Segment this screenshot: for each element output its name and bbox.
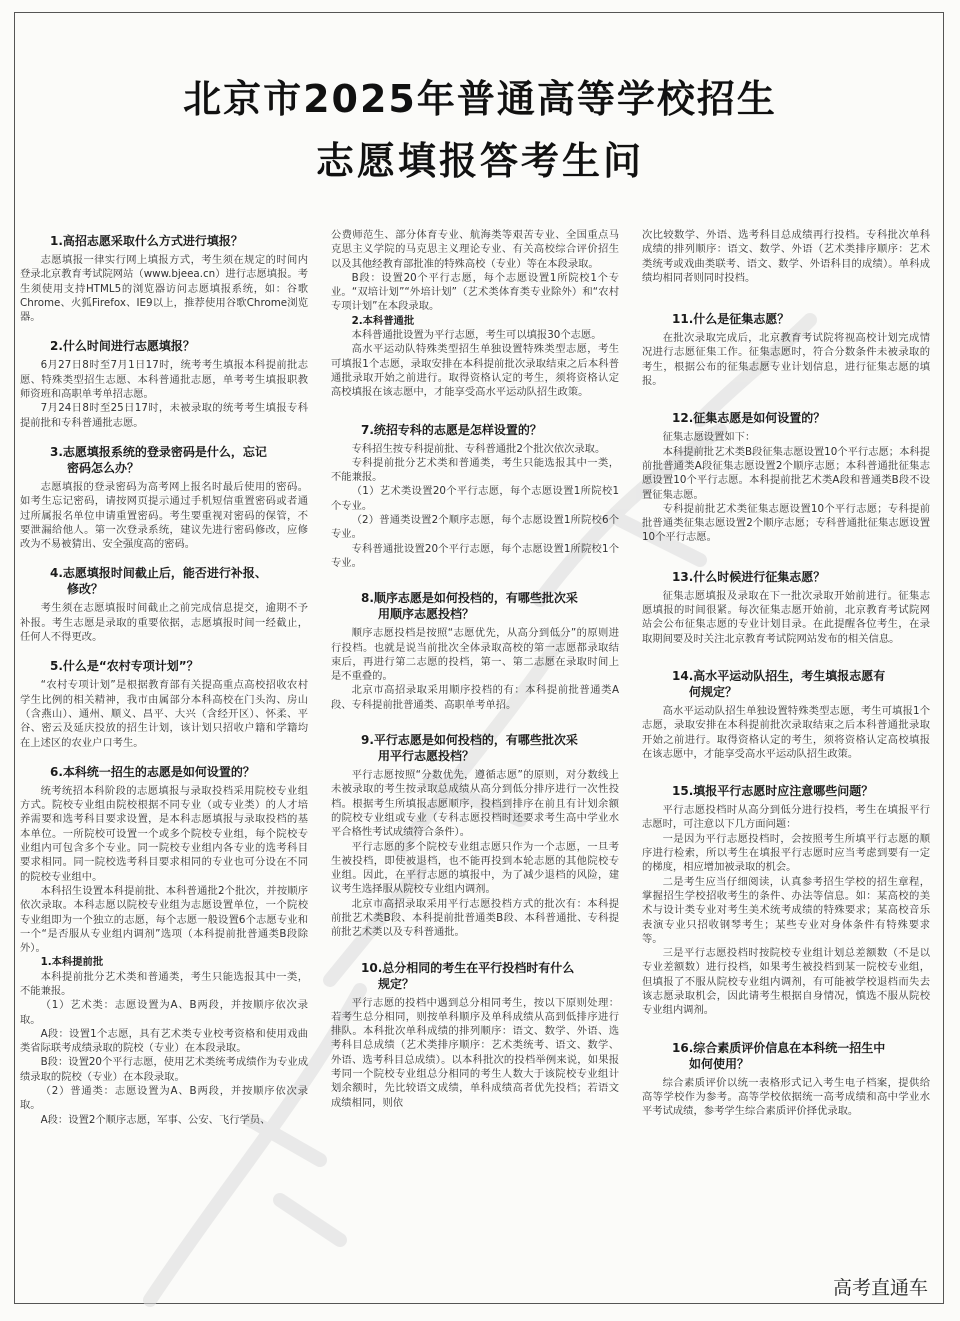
question-1-answer: 志愿填报一律实行网上填报方式，考生须在规定的时间内登录北京教育考试院网站（www.bjeea.cn）进行志愿填报。考生须使用支持HTML5的浏览器访问志愿填报系统，如：谷歌Chrome、火狐Firefox、IE9以上，推荐使用谷歌Chrome浏览器。: [20, 254, 308, 324]
question-10-title-line-1: 10.总分相同的考生在平行投档时有什么: [361, 960, 575, 975]
question-8-title-line-1: 8.顺序志愿是如何投档的，有哪些批次采: [361, 591, 578, 606]
question-16-answer: 综合素质评价以统一表格形式记入考生电子档案，提供给高等学校作为参考。高等学校依据统一高考成绩和高中学业水平考试成绩，参考学生综合素质评价择优录取。: [642, 1076, 930, 1118]
question-7-answer-5: 专科普通批设置20个平行志愿，每个志愿设置1所院校1个专业。: [331, 542, 619, 569]
question-14-answer: 高水平运动队招生单独设置特殊类型志愿，考生可填报1个志愿，录取安排在本科提前批次录取结束之后本科普通批录取开始之前进行。取得资格认定的考生，须将资格认定高校填报在该志愿中，才能享受高水平运动队招生政策。: [642, 704, 930, 760]
question-10: [331, 960, 619, 1110]
question-11-title: 11.什么是征集志愿？: [672, 312, 790, 327]
question-10-answer: 平行志愿的投档中遇到总分相同考生，按以下原则处理：若考生总分相同，则按单科顺序及单科成绩从高到低排序进行排队。本科批次单科成绩的排列顺序：语文、数学、外语、选考科目总成绩（艺术类排序顺序：艺术类统考、语文、数学、外语、选考科目总成绩）。以本科批次的投档举例来说，如果报考同一个院校专业组总分相同的考生人数大于该院校专业组计划余额时，先比较语文成绩，单科成绩高者优先投档；若语文成绩相同，则依: [331, 996, 619, 1109]
question-6-answer-8: A段：设置2个顺序志愿，军事、公安、飞行学员、: [40, 1113, 271, 1126]
question-7: [331, 422, 619, 571]
question-15-answer-2: 一是因为平行志愿投档时，会按照考生所填平行志愿的顺序进行检索，所以考生在填报平行志愿时应当考虑到要有一定的梯度，相应增加被录取的机会。: [642, 832, 930, 874]
question-5-title: 5.什么是“农村专项计划”？: [50, 659, 199, 674]
question-16-title-line-2: 如何使用？: [689, 1056, 750, 1071]
question-6-title: 6.本科统一招生的志愿是如何设置的？: [50, 764, 255, 779]
question-12-title: 12.征集志愿是如何设置的？: [672, 411, 826, 426]
footer-brand-label: 高考直通车: [832, 1277, 928, 1299]
question-10-title: [361, 960, 619, 992]
question-6-subheading-1: 1.本科提前批: [40, 956, 104, 969]
question-12: [642, 410, 930, 544]
question-1-title: 1.高招志愿采取什么方式进行填报？: [50, 234, 243, 248]
question-12-answer-3: 专科提前批艺术类征集志愿设置10个平行志愿；专科提前批普通类征集志愿设置2个顺序志愿；专科普通批征集志愿设置10个平行志愿。: [642, 502, 930, 544]
question-15-answer-4: 三是平行志愿投档时按院校专业组计划总差额数（不是以专业差额数）进行投档，如果考生被投档到某一院校专业组，但填报了不服从院校专业组内调剂，有可能被学校退档而失去该志愿录取机会，因此请考生根据自身情况，慎选不服从院校专业组内调剂。: [642, 947, 930, 1017]
question-3-title-line-1: 3.志愿填报系统的登录密码是什么，忘记: [50, 444, 267, 459]
question-2-answer-1: 6月27日8时至7月1日17时，统考考生填报本科提前批志愿、特殊类型招生志愿、本科普通批志愿，单考考生填报职教师资班和高职单考单招志愿。: [20, 359, 308, 401]
question-16-title: [672, 1040, 930, 1072]
question-7-answer-4: （2）普通类设置2个顺序志愿，每个志愿设置1所院校6个专业。: [331, 514, 619, 541]
question-9-title-line-2: 用平行志愿投档？: [378, 749, 475, 764]
title-line-2: 志愿填报答考生问: [315, 139, 644, 183]
question-6-continued-2: B段：设置20个平行志愿，每个志愿设置1所院校1个专业。“双培计划”“外培计划”（艺术类体育类专业除外）和“农村专项计划”在本段录取。: [331, 271, 619, 313]
question-7-answer-3: （1）艺术类设置20个平行志愿，每个志愿设置1所院校1个专业。: [331, 485, 619, 512]
question-5: [20, 658, 308, 749]
question-14-title-line-2: 何规定？: [689, 684, 738, 699]
question-6-answer-5: A段：设置1个志愿，具有艺术类专业校考资格和使用戏曲类省际联考成绩录取的院校（专业）在本段录取。: [20, 1027, 308, 1055]
question-14: [642, 668, 930, 761]
column-2: [331, 228, 619, 1110]
question-12-answer-2: 本科提前批艺术类B段征集志愿设置10个平行志愿；本科提前批普通类A段征集志愿设置2个顺序志愿；本科普通批征集志愿设置10个平行志愿。本科提前批艺术类A段和普通类B段不设置征集志愿。: [642, 445, 930, 501]
question-10-title-line-2: 规定？: [378, 976, 415, 991]
question-13-answer: 征集志愿填报及录取在下一批次录取开始前进行。征集志愿填报的时间很紧。每次征集志愿开始前，北京教育考试院网站会公布征集志愿的专业计划目录。在此提醒各位考生，在录取期间要及时关注北京教育考试院网站发布的相关信息。: [642, 589, 930, 645]
question-9-answer-3: 北京市高招录取采用平行志愿投档方式的批次有：本科提前批艺术类B段、本科提前批普通类B段、本科普通批、专科提前批艺术类以及专科普通批。: [331, 897, 619, 939]
question-6-answer-1: 统考统招本科阶段的志愿填报与录取投档采用院校专业组方式。院校专业组由院校根据不同专业（或专业类）的人才培养需要和选考科目要求设置，是本科志愿填报与录取投档的基本单位。一所院校可设置一个或多个院校专业组，每个院校专业组内可包含多个专业。同一院校专业组内各专业的选考科目要求相同。同一院校选考科目要求相同的专业也可分设在不同的院校专业组中。: [20, 784, 308, 883]
question-6: [20, 764, 308, 1127]
question-11-answer: 在批次录取完成后，北京教育考试院将视高校计划完成情况进行志愿征集工作。征集志愿时，符合分数条件未被录取的考生，根据公布的征集志愿专业计划信息，进行征集志愿的填报。: [642, 332, 930, 388]
question-8-answer-1: 顺序志愿投档是按照“志愿优先，从高分到低分”的原则进行投档。也就是说当前批次全体录取高校的第一志愿都录取结束后，再进行第二志愿的投档，第一、第二志愿在录取时间上是不重叠的。: [331, 627, 619, 683]
question-4-title-line-2: 修改？: [67, 582, 104, 597]
question-2-answer-2: 7月24日8时至25日17时，未被录取的统考考生填报专科提前批和专科普通批志愿。: [20, 402, 308, 429]
question-6-continued-3: 本科普通批设置为平行志愿，考生可以填报30个志愿。: [351, 329, 602, 342]
question-15-title: 15.填报平行志愿时应注意哪些问题？: [672, 784, 874, 799]
column-3: [642, 228, 930, 1118]
question-9-answer-2: 平行志愿的多个院校专业组志愿只作为一个志愿，一旦考生被投档，即使被退档，也不能再投到本轮志愿的其他院校专业组。因此，在平行志愿的填报中，为了减少退档的风险，建议考生选择服从院校专业组内调剂。: [331, 840, 619, 896]
question-8-title: [361, 590, 619, 622]
column-1: [20, 233, 308, 1127]
question-2-title: 2.什么时间进行志愿填报？: [50, 339, 195, 354]
question-6-continued-1: 公费师范生、部分体育专业、航海类等艰苦专业、全国重点马克思主义学院的马克思主义理论专业、有关高校综合评价招生以及其他经教育部批准的特殊高校（专业）等在本段录取。: [331, 229, 619, 270]
question-3-title: [50, 444, 308, 476]
question-10-continued: 次比较数学、外语、选考科目总成绩再行投档。专科批次单科成绩的排列顺序：语文、数学、外语（艺术类排序顺序：艺术类统考或戏曲类联考、语文、数学、外语科目的成绩）。单科成绩均相同者则同时投档。: [642, 229, 930, 284]
question-4: [20, 565, 308, 644]
question-1: [20, 233, 308, 324]
question-11: [642, 311, 930, 388]
question-15: [642, 783, 930, 1017]
question-6-answer-6: B段：设置20个平行志愿，使用艺术类统考成绩作为专业成绩录取的院校（专业）在本段录取。: [20, 1056, 308, 1083]
question-13-title: 13.什么时候进行征集志愿？: [672, 569, 826, 584]
question-16: [642, 1040, 930, 1119]
question-6-answer-7: （2）普通类：志愿设置为A、B两段，并按顺序依次录取。: [20, 1085, 308, 1112]
question-9-answer-1: 平行志愿按照“分数优先，遵循志愿”的原则，对分数线上未被录取的考生按录取总成绩从高分到低分排序进行一次性投档。根据考生所填报志愿顺序，投档到排序在前且有计划余额的院校专业组或专业（专科志愿投档时还要求考生高中学业水平合格性考试成绩符合条件）。: [331, 769, 619, 839]
question-4-title-line-1: 4.志愿填报时间截止后，能否进行补报、: [50, 566, 267, 581]
question-7-title: 7.统招专科的志愿是怎样设置的？: [361, 422, 542, 437]
question-4-answer: 考生须在志愿填报时间截止之前完成信息提交，逾期不予补报。考生志愿是录取的重要依据，志愿填报时间一经截止，任何人不得更改。: [20, 602, 308, 644]
question-3-answer: 志愿填报的登录密码为高考网上报名时最后使用的密码。如考生忘记密码，请按网页提示通过手机短信重置密码或者通过所属报名单位申请重置密码。考生要重视对密码的保管，不要泄漏给他人。第一次登录系统，建议先进行密码修改，应修改为不易被猜出、安全强度高的密码。: [20, 480, 308, 551]
question-8-title-line-2: 用顺序志愿投档？: [378, 607, 475, 622]
question-12-answer-1: 征集志愿设置如下：: [662, 431, 756, 444]
question-7-answer-2: 专科提前批分艺术类和普通类，考生只能选报其中一类，不能兼报。: [331, 456, 619, 484]
question-6-continued-4: 高水平运动队特殊类型招生单独设置特殊类型志愿，考生可填报1个志愿，录取安排在本科提前批次录取结束之后本科普通批录取开始之前进行。取得资格认定的考生，须将资格认定高校填报在该志愿中，才能享受高水平运动队招生政策。: [331, 343, 619, 399]
question-14-title-line-1: 14.高水平运动队招生，考生填报志愿有: [672, 668, 886, 683]
question-8: [331, 590, 619, 712]
question-2: [20, 338, 308, 429]
question-9: [331, 732, 619, 940]
question-3: [20, 444, 308, 551]
question-5-answer: “农村专项计划”是根据教育部有关提高重点高校招收农村学生比例的相关精神，我市由属部分本科高校在门头沟、房山（含燕山）、通州、顺义、昌平、大兴（含经开区）、怀柔、平谷、密云及延庆投放的招生计划，该计划只招收户籍和学籍均在上述区的农业户口考生。: [20, 679, 308, 749]
question-16-title-line-1: 16.综合素质评价信息在本科统一招生中: [672, 1040, 886, 1055]
question-4-title: [50, 565, 308, 597]
question-6-answer-4: （1）艺术类：志愿设置为A、B两段，并按顺序依次录取。: [20, 999, 308, 1026]
question-14-title: [672, 668, 930, 700]
question-15-answer-3: 二是考生应当仔细阅读，认真参考招生学校的招生章程，掌握招生学校招收考生的条件、办法等信息。如：某高校的美术与设计类专业对考生美术统考成绩的特殊要求；某高校音乐表演专业只招收钢琴考生；某些专业对身体条件有特殊要求等。: [642, 875, 930, 945]
document-title: [0, 72, 960, 188]
question-7-answer-1: 专科招生按专科提前批、专科普通批2个批次依次录取。: [351, 442, 606, 455]
question-8-answer-2: 北京市高招录取采用顺序投档的有：本科提前批普通类A段、专科提前批普通类、高职单考单招。: [331, 684, 619, 711]
question-13: [642, 569, 930, 646]
question-6-answer-2: 本科招生设置本科提前批、本科普通批2个批次，并按顺序依次录取。本科志愿以院校专业组为志愿设置单位，一个院校专业组即为一个独立的志愿，每个志愿一般设置6个志愿专业和一个“是否服从专业组内调剂”选项（本科提前批普通类B段除外）。: [20, 884, 308, 955]
title-line-1: 北京市2025年普通高等学校招生: [183, 77, 777, 121]
question-9-title-line-1: 9.平行志愿是如何投档的，有哪些批次采: [361, 733, 578, 748]
question-9-title: [361, 732, 619, 764]
question-15-answer-1: 平行志愿投档时从高分到低分进行投档，考生在填报平行志愿时，可注意以下几方面问题：: [642, 804, 930, 831]
question-6-answer-3: 本科提前批分艺术类和普通类，考生只能选报其中一类，不能兼报。: [20, 970, 308, 997]
question-3-title-line-2: 密码怎么办？: [67, 460, 140, 475]
question-6-subheading-2: 2.本科普通批: [351, 314, 415, 327]
